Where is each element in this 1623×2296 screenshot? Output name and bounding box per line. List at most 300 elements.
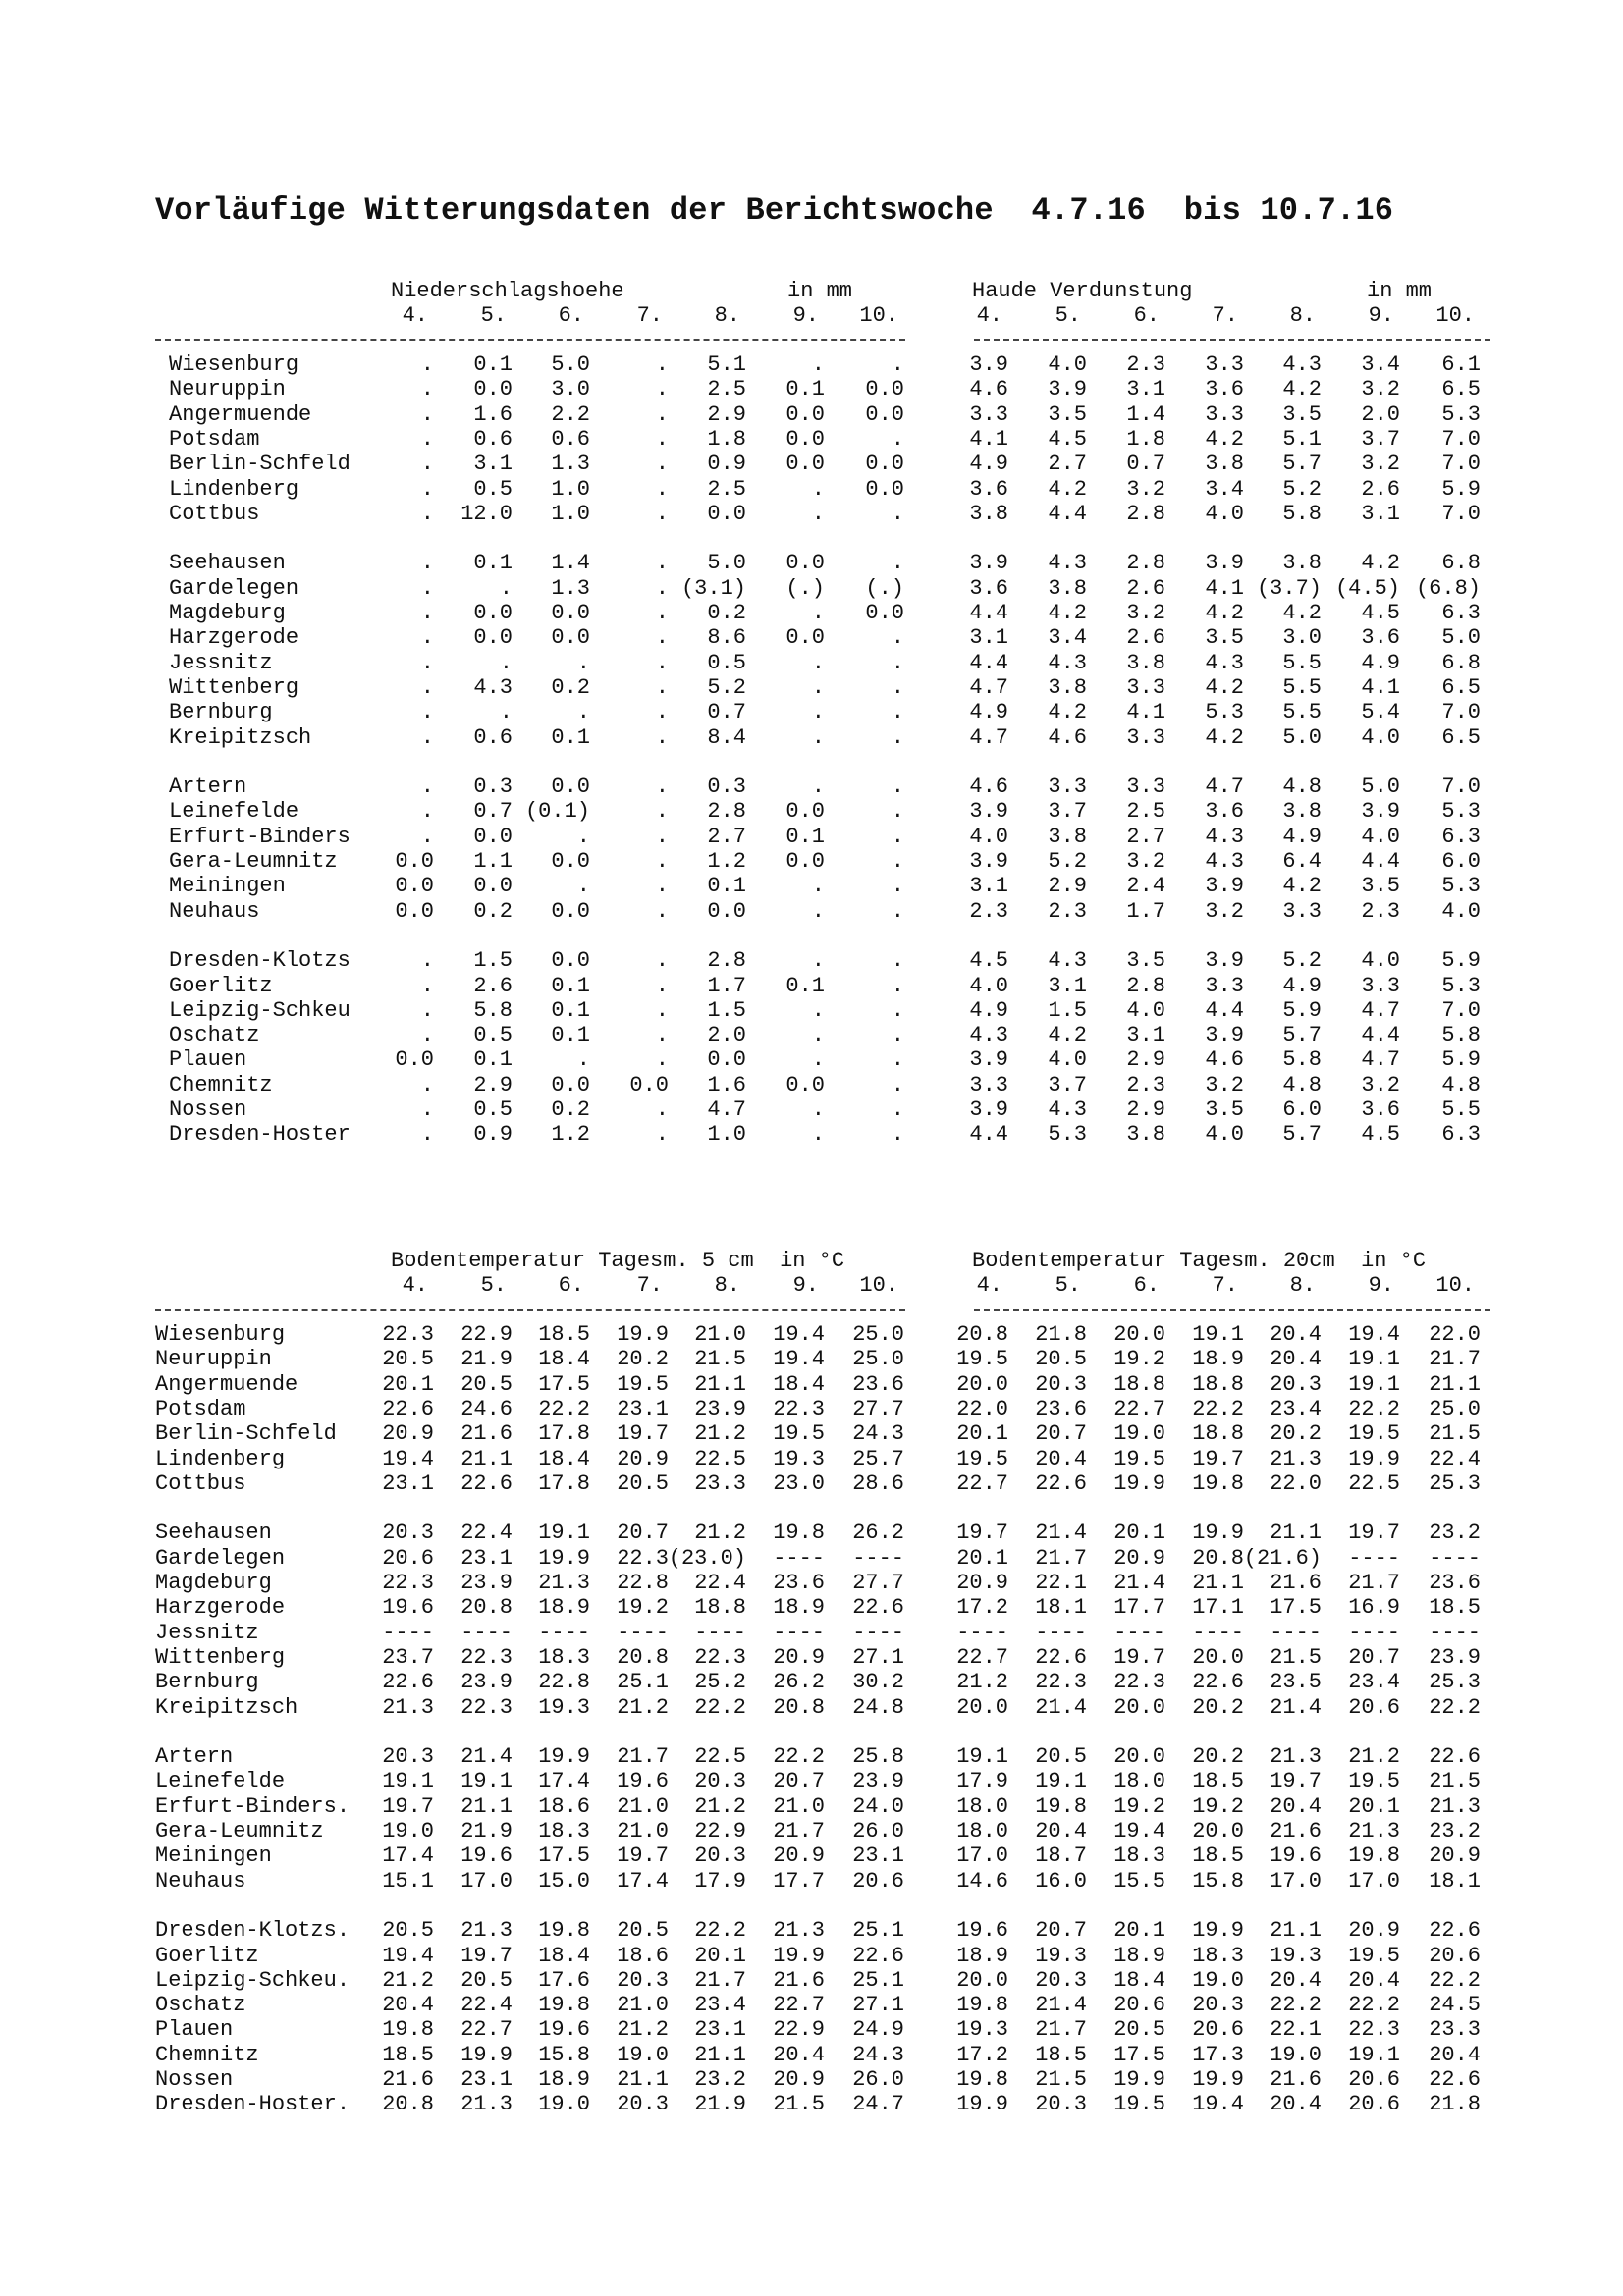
table-row [0, 1621, 1623, 1645]
soil5-cell: 21.1 [460, 1793, 513, 1819]
table-row [0, 974, 1623, 998]
evap-cell: 4.7 [1361, 1047, 1400, 1073]
evap-cell: 4.2 [1282, 377, 1322, 402]
soil20-cell: 21.7 [1348, 1571, 1400, 1595]
soil5-cell: 20.5 [382, 1347, 434, 1372]
evap-cell: 3.9 [1205, 874, 1244, 899]
soil20-cell: 19.1 [1035, 1769, 1087, 1794]
precip-cell: 1.4 [551, 551, 590, 576]
soil5-cell: 21.3 [460, 2092, 513, 2117]
soil20-cell: 20.3 [1192, 1993, 1244, 2018]
evap-cell: 4.9 [1282, 973, 1322, 998]
evap-cell: 4.4 [969, 1122, 1008, 1148]
soil20-cell: 19.0 [1192, 1967, 1244, 1993]
soil20-cell: 21.7 [1035, 2017, 1087, 2043]
soil20-cell: 20.4 [1270, 1322, 1322, 1347]
soil20-cell: 22.3 [1113, 1670, 1165, 1695]
precip-cell: . [891, 625, 904, 651]
evap-cell: 6.8 [1441, 551, 1481, 576]
station-name: Dresden-Hoster. [155, 2092, 351, 2117]
station-name: Leinefelde [155, 1769, 286, 1794]
day-label: 5. [1055, 1273, 1081, 1298]
soil20-cell: 20.2 [1192, 1694, 1244, 1720]
soil5-cell: 27.7 [852, 1396, 904, 1421]
soil5-cell: 24.8 [852, 1694, 904, 1720]
precip-cell: 0.0 [785, 551, 825, 576]
precip-cell: 1.0 [551, 476, 590, 502]
soil20-cell: 22.6 [1429, 1744, 1481, 1770]
soil5-cell: 21.7 [617, 1744, 669, 1770]
day-label: 9. [1368, 303, 1394, 328]
evap-cell: 5.2 [1048, 849, 1087, 874]
soil20-cell: 20.5 [1035, 1347, 1087, 1372]
precip-cell: . [891, 824, 904, 849]
soil5-divider [155, 1309, 905, 1311]
soil5-cell: 19.8 [773, 1521, 825, 1546]
evap-cell: 4.9 [1282, 824, 1322, 849]
soil5-cell: 25.1 [852, 1918, 904, 1944]
precip-cell: 0.7 [707, 700, 746, 725]
soil20-cell: ---- [1429, 1545, 1481, 1571]
evap-cell: 5.8 [1282, 501, 1322, 526]
evap-cell: 3.9 [969, 551, 1008, 576]
soil20-cell: 19.9 [1113, 2067, 1165, 2092]
soil5-cell: 19.1 [460, 1769, 513, 1794]
precip-cell: . [655, 575, 669, 601]
soil5-cell: ---- [773, 1620, 825, 1645]
table-row [0, 1769, 1623, 1793]
precip-cell: . [655, 1023, 669, 1048]
soil5-cell: ---- [773, 1545, 825, 1571]
evap-cell: 3.9 [969, 799, 1008, 825]
soil5-cell: 18.8 [694, 1595, 746, 1621]
precip-cell: 0.2 [707, 601, 746, 625]
soil5-cell: 20.2 [617, 1347, 669, 1372]
table-row [0, 651, 1623, 675]
soil20-cell: 23.2 [1429, 1521, 1481, 1546]
day-label: 6. [558, 1273, 584, 1298]
table-row [0, 2067, 1623, 2092]
soil20-cell: 17.1 [1192, 1595, 1244, 1621]
evap-cell: 2.9 [1126, 1097, 1165, 1122]
table-row [0, 998, 1623, 1023]
soil20-cell: 20.7 [1348, 1644, 1400, 1670]
soil5-cell: 22.3 [460, 1644, 513, 1670]
precip-cell: 0.0 [785, 401, 825, 427]
evap-cell: 2.3 [1048, 898, 1087, 924]
evap-cell: 3.3 [1126, 724, 1165, 750]
soil20-cell: 19.9 [1192, 1918, 1244, 1944]
evap-cell: 3.9 [1205, 948, 1244, 974]
soil20-cell: 20.7 [1035, 1421, 1087, 1447]
soil20-cell: 20.4 [1270, 2092, 1322, 2117]
soil5-cell: 20.7 [773, 1769, 825, 1794]
precip-cell: . [655, 625, 669, 651]
soil5-cell: 23.6 [852, 1371, 904, 1397]
soil5-header: Bodentemperatur Tagesm. 5 cm in °C [391, 1249, 845, 1273]
soil20-cell: 17.9 [956, 1769, 1008, 1794]
precip-header: Niederschlagshoehe [391, 279, 624, 303]
station-name: Jessnitz [155, 1620, 259, 1645]
evap-cell: 3.8 [1048, 674, 1087, 700]
precip-cell: 0.0 [551, 898, 590, 924]
precip-cell: 0.0 [551, 774, 590, 800]
evap-cell: 4.0 [1205, 1122, 1244, 1148]
soil5-cell: 17.4 [617, 1868, 669, 1894]
soil5-cell: 20.1 [694, 1943, 746, 1968]
soil20-cell: ---- [1270, 1620, 1322, 1645]
precip-cell: 0.2 [473, 898, 513, 924]
soil20-cell: 22.1 [1035, 1571, 1087, 1595]
soil5-cell: 19.7 [460, 1943, 513, 1968]
evap-cell: 2.8 [1126, 501, 1165, 526]
evap-cell: 3.6 [1361, 625, 1400, 651]
precip-cell: 0.1 [473, 551, 513, 576]
precip-cell: 5.2 [707, 674, 746, 700]
evap-cell: 3.7 [1361, 426, 1400, 452]
soil20-cell: 21.3 [1270, 1446, 1322, 1471]
precip-cell: . [811, 1097, 825, 1122]
station-name: Goerlitz [169, 973, 273, 998]
evap-cell: 6.5 [1441, 724, 1481, 750]
soil5-cell: 19.7 [382, 1793, 434, 1819]
soil20-cell: 18.0 [956, 1819, 1008, 1843]
precip-cell: . [891, 551, 904, 576]
table-row [0, 427, 1623, 452]
precip-cell: 2.0 [707, 1023, 746, 1048]
station-name: Harzgerode [155, 1595, 286, 1621]
soil5-cell: 19.4 [382, 1943, 434, 1968]
soil5-cell: 23.1 [382, 1470, 434, 1496]
table-row [0, 899, 1623, 924]
precip-cell: . [811, 1047, 825, 1073]
precip-cell: . [655, 452, 669, 477]
soil20-cell: 17.5 [1113, 2042, 1165, 2067]
table-row [0, 551, 1623, 575]
soil20-cell: 21.6 [1270, 2067, 1322, 2092]
soil5-cell: 21.2 [617, 2017, 669, 2043]
soil5-cell: 22.9 [773, 2017, 825, 2043]
soil5-cell: 20.8 [382, 2092, 434, 2117]
table-row [0, 774, 1623, 799]
soil20-cell: 22.2 [1348, 1993, 1400, 2018]
soil20-cell: 22.2 [1270, 1993, 1322, 2018]
evap-cell: 3.8 [1126, 650, 1165, 675]
soil5-cell: 20.1 [382, 1371, 434, 1397]
soil20-cell: 19.5 [956, 1347, 1008, 1372]
station-name: Plauen [155, 2017, 234, 2043]
evap-cell: 5.9 [1282, 997, 1322, 1023]
precip-cell: . [655, 774, 669, 800]
day-label: 8. [1289, 303, 1316, 328]
day-label: 10. [859, 1273, 898, 1298]
soil20-cell: 22.4 [1429, 1446, 1481, 1471]
soil20-cell: 17.2 [956, 1595, 1008, 1621]
table-row [0, 1794, 1623, 1819]
precip-cell: . [420, 575, 434, 601]
soil20-cell: 20.2 [1192, 1744, 1244, 1770]
soil20-cell: 21.4 [1035, 1521, 1087, 1546]
soil5-cell: 18.3 [538, 1644, 590, 1670]
precip-cell: . [655, 874, 669, 899]
evap-cell: 6.5 [1441, 377, 1481, 402]
soil5-cell: 22.2 [538, 1396, 590, 1421]
precip-cell: . [811, 501, 825, 526]
soil20-cell: 18.0 [956, 1793, 1008, 1819]
evap-cell: 3.9 [969, 352, 1008, 377]
evap-cell: 5.3 [1441, 874, 1481, 899]
soil20-cell: 18.9 [1113, 1943, 1165, 1968]
station-name: Seehausen [169, 551, 286, 576]
soil20-cell: 20.6 [1192, 2017, 1244, 2043]
evap-cell: 4.4 [1361, 849, 1400, 874]
soil20-cell: 19.0 [1113, 1421, 1165, 1447]
evap-cell: 3.3 [969, 1072, 1008, 1097]
station-name: Potsdam [169, 426, 260, 452]
soil20-cell: 17.0 [956, 1843, 1008, 1869]
soil5-cell: 25.2 [694, 1670, 746, 1695]
evap-cell: 6.0 [1441, 849, 1481, 874]
table-row [0, 1819, 1623, 1843]
soil20-cell: 21.2 [956, 1670, 1008, 1695]
soil5-cell: 17.5 [538, 1371, 590, 1397]
precip-cell: . [655, 973, 669, 998]
soil5-cell: 17.8 [538, 1470, 590, 1496]
soil20-cell: 21.4 [1035, 1694, 1087, 1720]
soil20-cell: 18.1 [1035, 1595, 1087, 1621]
evap-cell: 3.3 [1126, 674, 1165, 700]
soil5-cell: 24.7 [852, 2092, 904, 2117]
soil20-cell: 18.5 [1192, 1769, 1244, 1794]
soil5-cell: 24.3 [852, 2042, 904, 2067]
precip-cell: 0.0 [785, 849, 825, 874]
evap-cell: 5.8 [1441, 1023, 1481, 1048]
table-row [0, 1097, 1623, 1122]
soil20-cell: 22.6 [1429, 2067, 1481, 2092]
evap-cell: 4.5 [1361, 1122, 1400, 1148]
precip-cell: 5.8 [473, 997, 513, 1023]
soil5-cell: 22.3 [382, 1322, 434, 1347]
table-row [0, 1421, 1623, 1446]
soil5-cell: 23.9 [694, 1396, 746, 1421]
station-name: Erfurt-Binders. [155, 1793, 351, 1819]
precip-cell: . [655, 898, 669, 924]
precip-cell: . [420, 799, 434, 825]
soil20-cell: 19.1 [1348, 1371, 1400, 1397]
soil5-cell: 23.9 [460, 1670, 513, 1695]
soil5-cell: 21.2 [694, 1421, 746, 1447]
soil20-cell: 19.3 [1270, 1943, 1322, 1968]
evap-cell: 5.5 [1282, 674, 1322, 700]
precip-cell: . [891, 948, 904, 974]
soil20-cell: 21.5 [1429, 1421, 1481, 1447]
soil5-cell: 26.2 [773, 1670, 825, 1695]
soil5-cell: 22.9 [460, 1322, 513, 1347]
soil5-cell: 20.3 [382, 1521, 434, 1546]
soil5-cell: 18.4 [773, 1371, 825, 1397]
soil5-cell: 24.9 [852, 2017, 904, 2043]
evap-cell: 7.0 [1441, 426, 1481, 452]
soil20-cell: 22.6 [1035, 1644, 1087, 1670]
table-row [0, 1521, 1623, 1545]
soil5-cell: 21.9 [460, 1347, 513, 1372]
precip-cell: 0.9 [473, 1122, 513, 1148]
evap-cell: 7.0 [1441, 774, 1481, 800]
precip-cell: . [420, 1097, 434, 1122]
precip-cell: (0.1) [524, 799, 590, 825]
table-row [0, 700, 1623, 724]
precip-cell: . [420, 973, 434, 998]
soil5-cell: 21.9 [694, 2092, 746, 2117]
precip-cell: 0.3 [707, 774, 746, 800]
precip-cell: 0.0 [551, 625, 590, 651]
evap-cell: 4.0 [1126, 997, 1165, 1023]
evap-cell: 5.0 [1441, 625, 1481, 651]
evap-cell: 3.2 [1205, 1072, 1244, 1097]
table-row [0, 799, 1623, 824]
station-name: Leipzig-Schkeu [169, 997, 351, 1023]
precip-cell: . [891, 1047, 904, 1073]
station-name: Gera-Leumnitz [169, 849, 338, 874]
day-label: 4. [976, 1273, 1002, 1298]
soil5-cell: ---- [617, 1620, 669, 1645]
evap-cell: (4.5) [1334, 575, 1400, 601]
evap-cell: 3.8 [969, 501, 1008, 526]
evap-cell: 4.3 [1048, 948, 1087, 974]
evap-cell: 4.2 [1205, 426, 1244, 452]
soil5-cell: ---- [852, 1620, 904, 1645]
precip-cell: . [420, 401, 434, 427]
evap-cell: 5.7 [1282, 452, 1322, 477]
soil5-cell: 23.3 [694, 1470, 746, 1496]
soil5-cell: 22.6 [460, 1470, 513, 1496]
evap-cell: 4.0 [1441, 898, 1481, 924]
soil5-cell: 15.0 [538, 1868, 590, 1894]
precip-cell: . [420, 426, 434, 452]
soil5-cell: 19.7 [617, 1421, 669, 1447]
precip-cell: . [655, 1097, 669, 1122]
soil5-cell: 22.6 [852, 1943, 904, 1968]
soil20-cell: 20.0 [956, 1967, 1008, 1993]
soil5-cell: 21.1 [617, 2067, 669, 2092]
evap-cell: 2.6 [1126, 625, 1165, 651]
soil5-cell: 18.6 [617, 1943, 669, 1968]
soil5-cell: 18.4 [538, 1347, 590, 1372]
table-row [0, 1047, 1623, 1072]
soil5-cell: 22.5 [694, 1744, 746, 1770]
table-row [0, 1993, 1623, 2017]
soil20-cell: 19.1 [1348, 1347, 1400, 1372]
precip-cell: 5.1 [707, 352, 746, 377]
precip-cell: (.) [865, 575, 904, 601]
soil20-cell: 21.7 [1429, 1347, 1481, 1372]
soil5-cell: 22.6 [382, 1670, 434, 1695]
precip-cell: . [655, 1122, 669, 1148]
soil20-cell: 21.6 [1270, 1819, 1322, 1843]
precip-cell: 0.1 [551, 997, 590, 1023]
soil20-cell: 18.3 [1192, 1943, 1244, 1968]
precip-cell: 0.1 [785, 377, 825, 402]
soil20-cell: 21.3 [1348, 1819, 1400, 1843]
evap-cell: 3.9 [1048, 377, 1087, 402]
precip-cell: 4.3 [473, 674, 513, 700]
soil5-cell: 21.2 [382, 1967, 434, 1993]
soil20-cell: 18.7 [1035, 1843, 1087, 1869]
evap-cell: 4.3 [1048, 551, 1087, 576]
evap-cell: 1.5 [1048, 997, 1087, 1023]
evap-cell: 4.3 [1048, 1097, 1087, 1122]
soil5-cell: 20.5 [460, 1967, 513, 1993]
evap-cell: 2.0 [1361, 401, 1400, 427]
soil20-cell: 20.9 [1113, 1545, 1165, 1571]
soil20-cell: 20.1 [956, 1545, 1008, 1571]
evap-unit: in mm [1367, 279, 1433, 303]
evap-cell: 5.9 [1441, 948, 1481, 974]
evap-cell: 7.0 [1441, 501, 1481, 526]
precip-cell: . [811, 1122, 825, 1148]
soil20-cell: 17.0 [1348, 1868, 1400, 1894]
precip-cell: . [499, 700, 513, 725]
soil20-cell: 20.3 [1035, 1371, 1087, 1397]
evap-cell: 3.5 [1205, 1097, 1244, 1122]
evap-cell: 4.0 [1361, 724, 1400, 750]
day-label: 8. [1289, 1273, 1316, 1298]
soil5-cell: 18.9 [773, 1595, 825, 1621]
evap-cell: 4.2 [1048, 1023, 1087, 1048]
soil5-cell: 19.5 [773, 1421, 825, 1447]
precip-cell: . [499, 650, 513, 675]
precip-cell: . [420, 724, 434, 750]
station-name: Angermuende [169, 401, 312, 427]
soil20-cell: 20.0 [1192, 1644, 1244, 1670]
precip-cell: . [891, 352, 904, 377]
evap-cell: 3.1 [1361, 501, 1400, 526]
soil20-cell: 19.7 [1270, 1769, 1322, 1794]
table-row [0, 1968, 1623, 1993]
evap-cell: 3.6 [969, 476, 1008, 502]
soil5-cell: 21.5 [773, 2092, 825, 2117]
soil5-cell: 21.2 [694, 1793, 746, 1819]
precip-cell: . [655, 948, 669, 974]
soil20-cell: 19.3 [1035, 1943, 1087, 1968]
precip-cell: . [655, 377, 669, 402]
evap-cell: 3.2 [1361, 452, 1400, 477]
day-label: 7. [1212, 1273, 1238, 1298]
soil20-cell: 22.7 [956, 1470, 1008, 1496]
soil20-cell: 22.6 [1429, 1918, 1481, 1944]
evap-cell: 3.2 [1126, 601, 1165, 625]
precip-cell: 8.6 [707, 625, 746, 651]
table-row [0, 1645, 1623, 1670]
soil5-cell: 26.0 [852, 2067, 904, 2092]
soil5-cell: 19.4 [382, 1446, 434, 1471]
evap-cell: 2.9 [1126, 1047, 1165, 1073]
soil20-cell: 22.6 [1192, 1670, 1244, 1695]
soil5-cell: 21.6 [460, 1421, 513, 1447]
soil20-cell: 25.3 [1429, 1670, 1481, 1695]
soil5-cell: 19.9 [617, 1322, 669, 1347]
evap-cell: 4.6 [969, 774, 1008, 800]
precip-cell: 0.9 [707, 452, 746, 477]
soil5-cell: 19.6 [382, 1595, 434, 1621]
station-name: Neuhaus [155, 1868, 246, 1894]
evap-cell: 2.4 [1126, 874, 1165, 899]
precip-cell: . [891, 774, 904, 800]
station-name: Meiningen [155, 1843, 272, 1869]
evap-cell: 4.2 [1048, 700, 1087, 725]
evap-cell: 4.6 [1205, 1047, 1244, 1073]
evap-cell: 3.7 [1048, 799, 1087, 825]
